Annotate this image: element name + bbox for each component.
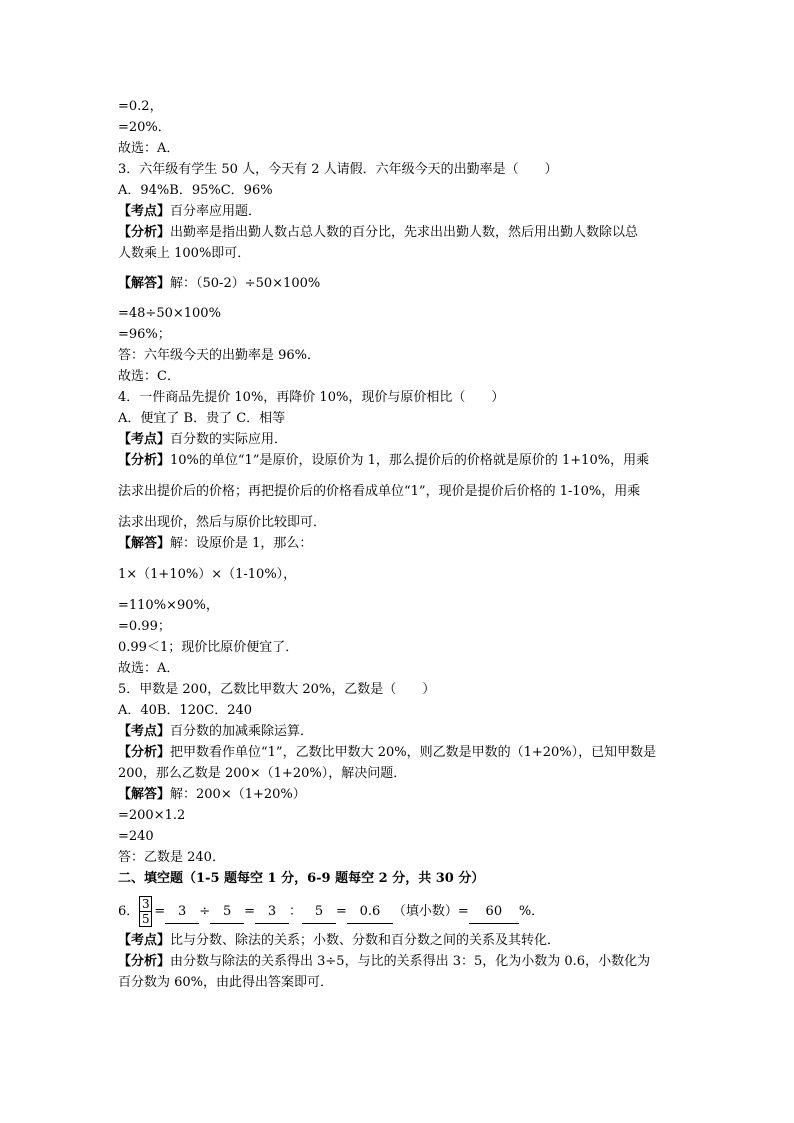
question-5-options: A．40B．120C．240 <box>118 703 253 718</box>
q6-symbol: = <box>336 904 347 919</box>
text-line: =20%． <box>118 120 171 135</box>
text-line: 故选：C． <box>118 369 180 384</box>
text-line: 答：乙数是 240． <box>118 850 225 865</box>
q6-number: 6． <box>118 904 140 919</box>
tag-jieda: 【解答】 <box>118 787 171 802</box>
text-line: =240 <box>118 829 154 844</box>
fenxi-text: 10%的单位“1”是原价，设原价为 1，那么提价后的价格就是原价的 1+10%，用乘 <box>170 453 650 468</box>
tag-jieda: 【解答】 <box>118 276 171 291</box>
answer-blank: 3 <box>165 901 199 924</box>
fraction-denominator: 5 <box>141 912 150 926</box>
jieda-text: 解：设原价是 1，那么： <box>170 536 313 551</box>
tag-jieda: 【解答】 <box>118 536 171 551</box>
fenxi-text: 把甲数看作单位“1”，乙数比甲数大 20%，则乙数是甲数的（1+20%），已知甲数是 <box>170 745 657 760</box>
answer-blank: 60 <box>469 901 519 924</box>
question-4-options: A．便宜了 B．贵了 C．相等 <box>118 411 286 426</box>
text-line: =48÷50×100% <box>118 306 221 321</box>
q5-jieda <box>118 786 306 803</box>
text-line: =0.99； <box>118 619 171 634</box>
kaodian-text: 百分数的加减乘除运算． <box>170 724 314 739</box>
text-line: 故选：A． <box>118 661 180 676</box>
q3-fenxi <box>118 224 638 241</box>
q6-kaodian <box>118 932 560 949</box>
q4-fenxi <box>118 452 649 469</box>
text-line: =96%； <box>118 327 171 342</box>
text-line: =200×1.2 <box>118 808 186 823</box>
text-line: 法求出现价，然后与原价比较即可． <box>118 515 327 530</box>
question-3-options: A．94%B．95%C．96% <box>118 183 273 198</box>
text-line: 百分数为 60%，由此得出答案即可． <box>118 975 334 990</box>
fenxi-text: 出勤率是指出勤人数占总人数的百分比，先求出出勤人数，然后用出勤人数除以总 <box>170 225 639 240</box>
question-3: 3．六年级有学生 50 人，今天有 2 人请假．六年级今天的出勤率是（ ） <box>118 162 558 177</box>
q3-kaodian <box>118 203 261 220</box>
jieda-text: 解：（50-2）÷50×100% <box>170 276 321 291</box>
q6-symbol: = <box>154 904 166 919</box>
q5-fenxi <box>118 744 656 761</box>
tag-fenxi: 【分析】 <box>118 954 171 969</box>
kaodian-text: 比与分数、除法的关系；小数、分数和百分数之间的关系及其转化． <box>170 933 561 948</box>
q3-jieda <box>118 275 320 292</box>
question-5: 5．甲数是 200，乙数比甲数大 20%，乙数是（ ） <box>118 682 436 697</box>
text-line: 故选：A． <box>118 141 180 156</box>
text-line: 200，那么乙数是 200×（1+20%），解决问题． <box>118 766 407 781</box>
tag-fenxi: 【分析】 <box>118 745 171 760</box>
section-heading: 二、填空题（1-5 题每空 1 分，6-9 题每空 2 分，共 30 分） <box>118 871 485 886</box>
q5-kaodian <box>118 723 313 740</box>
kaodian-text: 百分率应用题． <box>170 204 262 219</box>
q4-jieda <box>118 535 312 552</box>
jieda-text: 解：200×（1+20%） <box>170 787 306 802</box>
question-4: 4．一件商品先提价 10%，再降价 10%，现价与原价相比（ ） <box>118 390 505 405</box>
question-6 <box>118 896 544 927</box>
tag-kaodian: 【考点】 <box>118 724 171 739</box>
q6-symbol: ： <box>289 904 303 919</box>
answer-blank: 0.6 <box>347 901 393 924</box>
fraction <box>139 896 152 927</box>
q6-fenxi <box>118 953 650 970</box>
q4-kaodian <box>118 431 287 448</box>
text-line: =110%×90%， <box>118 598 219 613</box>
q6-note: （填小数）= <box>392 904 469 919</box>
fraction-numerator: 3 <box>141 897 150 911</box>
kaodian-text: 百分数的实际应用． <box>170 432 288 447</box>
text-line: 1×（1+10%）×（1-10%）， <box>118 567 297 582</box>
answer-blank: 3 <box>255 901 289 924</box>
text-line: 0.99＜1；现价比原价便宜了． <box>118 640 299 655</box>
answer-blank: 5 <box>302 901 336 924</box>
tag-fenxi: 【分析】 <box>118 453 171 468</box>
q6-symbol: = <box>244 904 255 919</box>
text-line: =0.2， <box>118 99 163 114</box>
q6-symbol: %． <box>518 904 545 919</box>
text-line: 法求出提价后的价格；再把提价后的价格看成单位“1”，现价是提价后价格的 1-10%，用乘 <box>118 484 641 499</box>
tag-fenxi: 【分析】 <box>118 225 171 240</box>
tag-kaodian: 【考点】 <box>118 432 171 447</box>
tag-kaodian: 【考点】 <box>118 204 171 219</box>
tag-kaodian: 【考点】 <box>118 933 171 948</box>
answer-blank: 5 <box>210 901 244 924</box>
text-line: 答：六年级今天的出勤率是 96%． <box>118 348 321 363</box>
fenxi-text: 由分数与除法的关系得出 3÷5，与比的关系得出 3：5，化为小数为 0.6，小数化为 <box>170 954 651 969</box>
q6-symbol: ÷ <box>199 904 211 919</box>
text-line: 人数乘上 100%即可． <box>118 246 251 261</box>
